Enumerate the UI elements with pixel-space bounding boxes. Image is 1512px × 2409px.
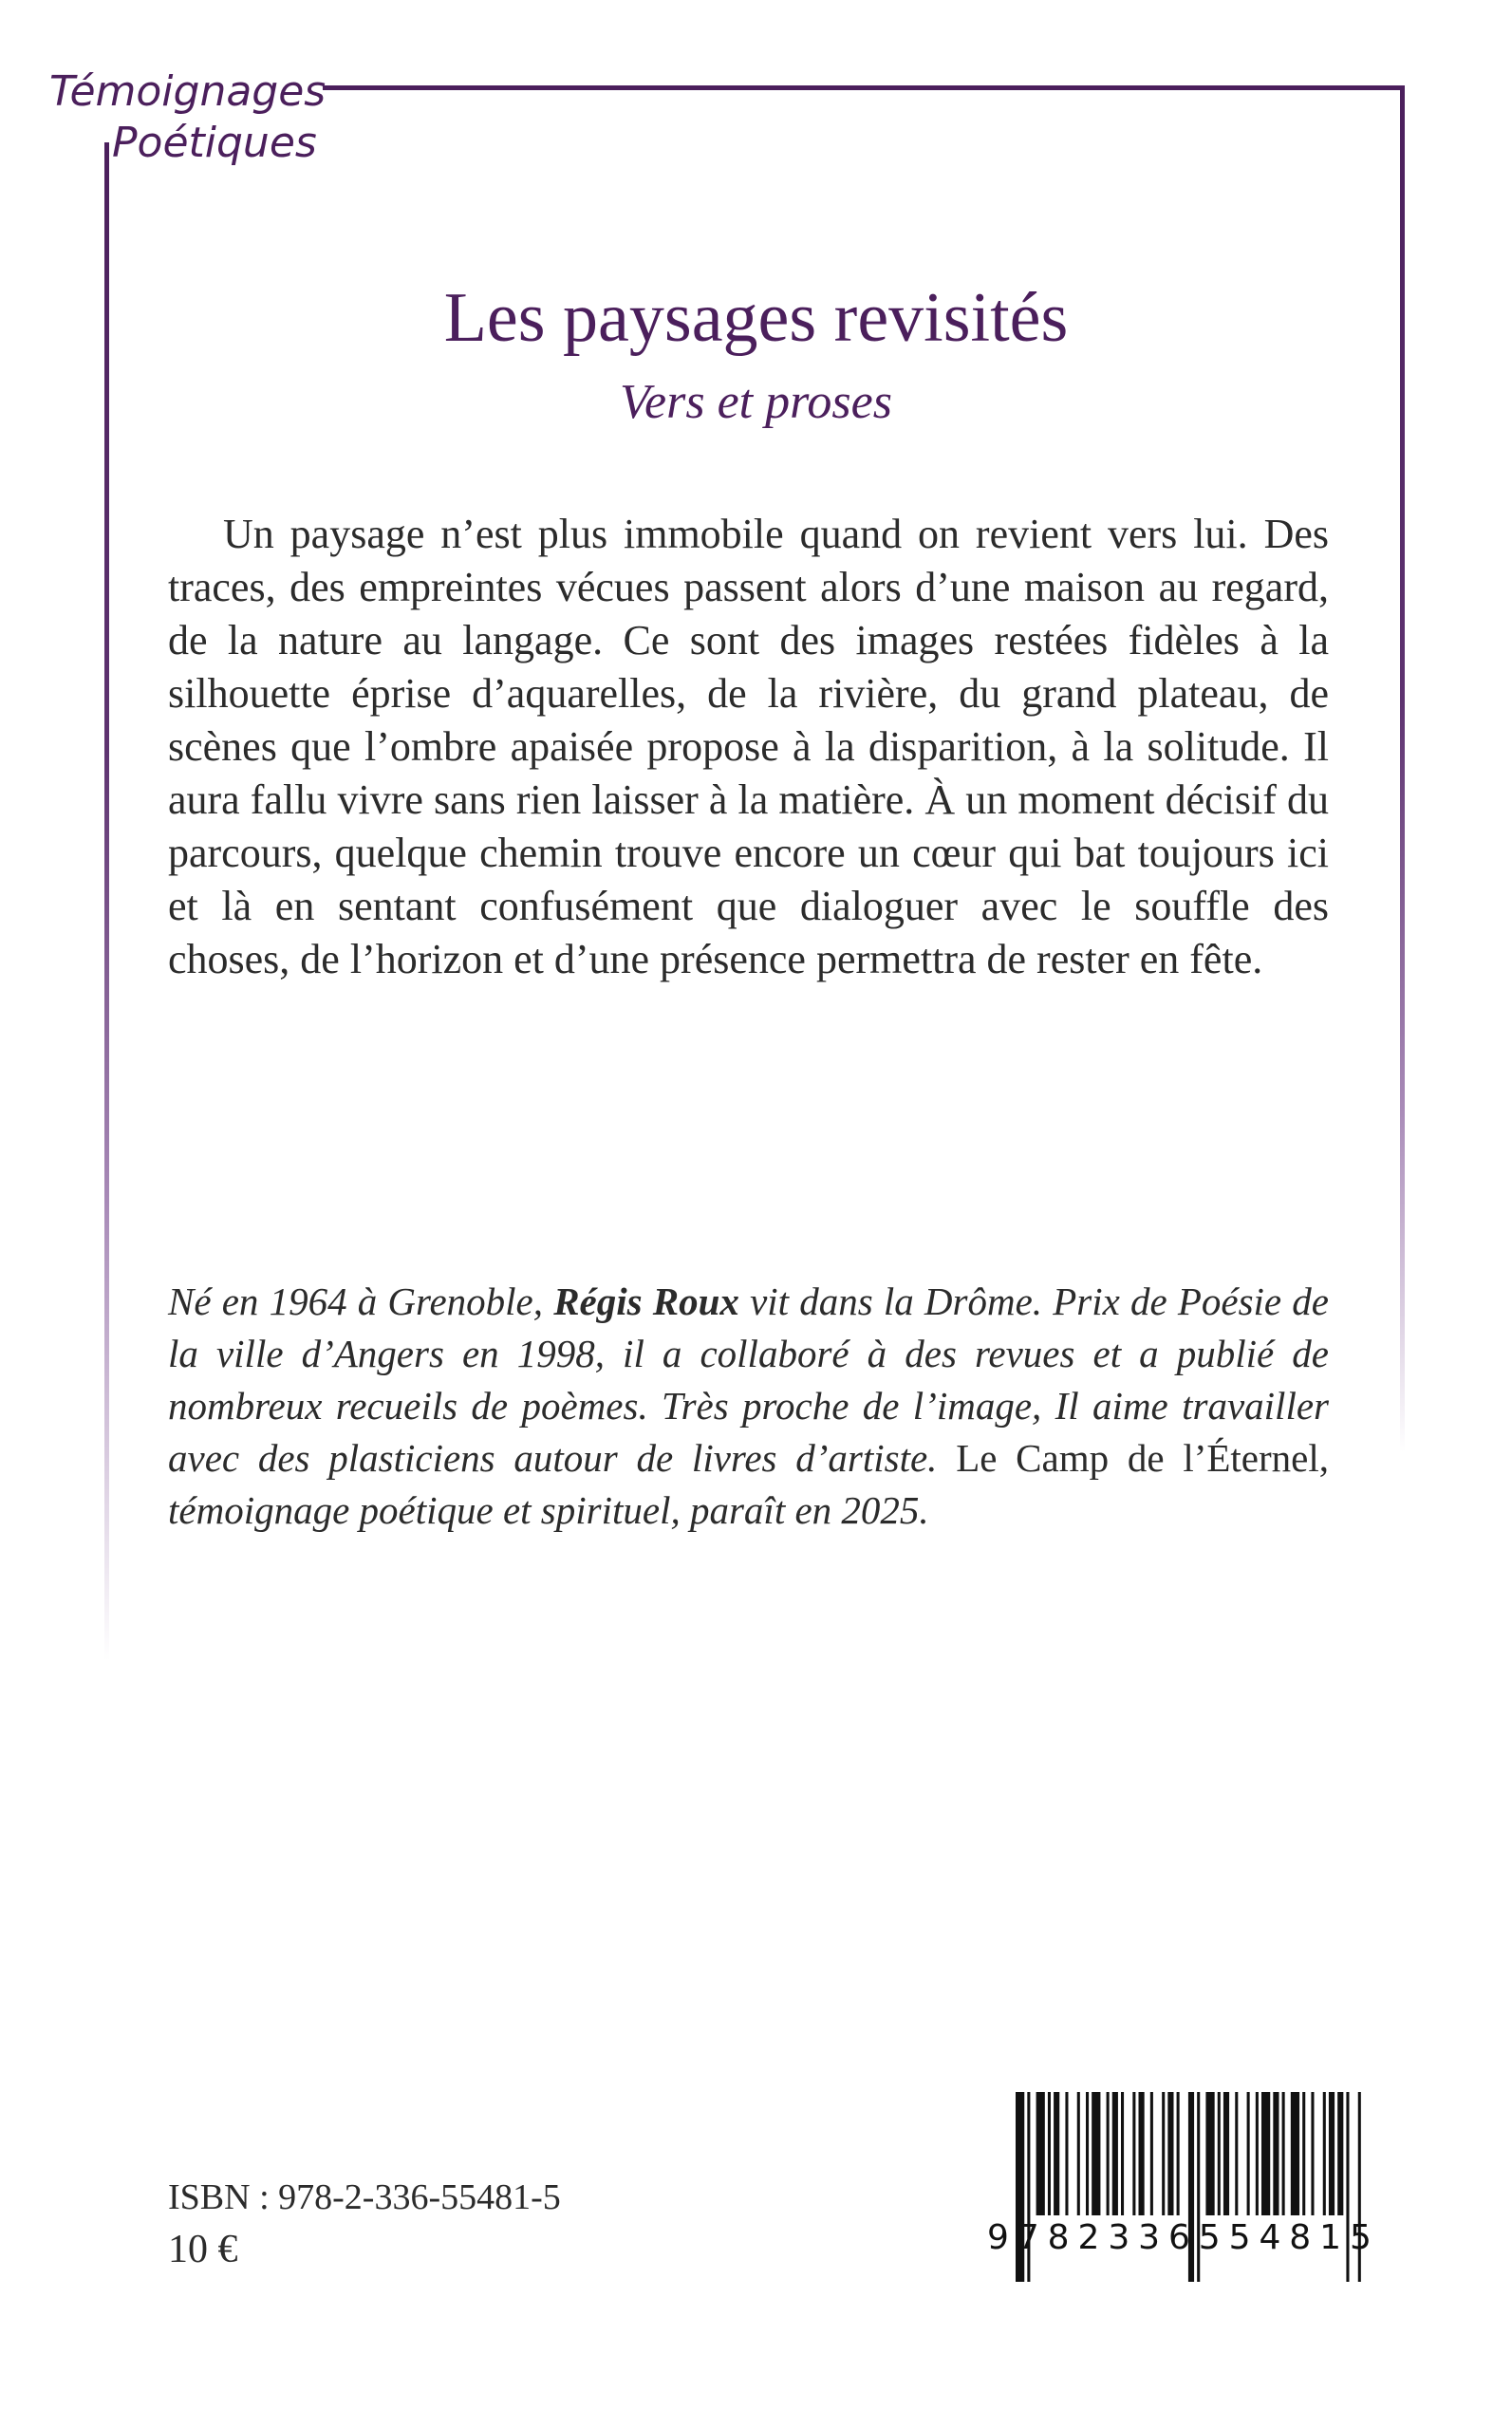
barcode-bar	[1132, 2092, 1135, 2215]
barcode-bar	[1256, 2092, 1259, 2215]
frame-left-border	[104, 142, 109, 1661]
price-label: 10 €	[168, 2228, 238, 2271]
bio-part-3: témoignage poétique et spirituel, paraît en 2025.	[168, 1488, 929, 1532]
barcode-bar	[1162, 2092, 1165, 2215]
author-bio	[168, 1276, 1329, 1537]
barcode-digit: 8	[1047, 2218, 1070, 2257]
barcode-bar	[1329, 2092, 1335, 2215]
barcode-bar	[1291, 2092, 1299, 2215]
book-title-text: Les paysages revisités	[443, 279, 1069, 357]
barcode-bar	[1223, 2092, 1229, 2215]
barcode-bar	[1054, 2092, 1059, 2215]
barcode-digit: 4	[1259, 2218, 1281, 2257]
barcode-bar	[1065, 2092, 1068, 2215]
book-title	[0, 275, 1512, 361]
barcode-bar	[1107, 2092, 1110, 2215]
collection-line-1: Témoignages	[49, 67, 327, 116]
frame-top-border	[323, 85, 1405, 90]
barcode-digit: 2	[1077, 2218, 1100, 2257]
barcode-bar	[1086, 2092, 1089, 2215]
barcode-bar	[1337, 2092, 1343, 2215]
barcode-bar	[1121, 2092, 1124, 2215]
barcode-bar	[1311, 2092, 1314, 2215]
barcode-digit: 3	[1108, 2218, 1130, 2257]
barcode-bar	[1302, 2092, 1305, 2215]
barcode-bar	[1235, 2092, 1238, 2215]
barcode-bar	[1077, 2092, 1080, 2215]
barcode-bar	[1048, 2092, 1051, 2215]
barcode-bar	[1167, 2092, 1173, 2215]
barcode-digit: 8	[1289, 2218, 1312, 2257]
barcode-bar	[1150, 2092, 1153, 2215]
barcode-digit: 9	[987, 2218, 1009, 2257]
author-name: Régis Roux	[553, 1279, 739, 1323]
barcode-digit: 5	[1228, 2218, 1251, 2257]
barcode-bar	[1273, 2092, 1279, 2215]
barcode-bar	[1247, 2092, 1250, 2215]
barcode-bar	[1282, 2092, 1285, 2215]
barcode-bar	[1205, 2092, 1214, 2215]
barcode-digits	[987, 2217, 1372, 2259]
barcode-bar	[1092, 2092, 1100, 2215]
book-subtitle: Vers et proses	[620, 375, 892, 429]
barcode-digit: 5	[1198, 2218, 1221, 2257]
barcode-digit: 5	[1349, 2218, 1372, 2257]
bio-part-1: Né en 1964 à Grenoble,	[168, 1279, 554, 1323]
isbn-label: ISBN : 978-2-336-55481-5	[168, 2177, 561, 2217]
barcode-digit: 3	[1138, 2218, 1161, 2257]
barcode-bar	[1177, 2092, 1180, 2215]
back-cover-blurb: Un paysage n’est plus immobile quand on revient vers lui. Des traces, des empreintes vécues passent alors d’une maison au regard, de la nature au langage. Ce sont des images restées fidèles à la silhouette éprise d’aquarelles, de la rivière, du grand plateau, de scènes que l’ombre apaisée propose à la disparition, à la solitude. Il aura fallu vivre sans rien laisser à la matière. À un moment décisif du parcours, quelque chemin trouve encore un cœur qui bat toujours ici et là en sentant confusément que dialoguer avec le souffle des choses, de l’horizon et d’une présence permettra de rester en fête.	[168, 511, 1329, 982]
barcode-digit: 6	[1167, 2218, 1190, 2257]
barcode-bar	[1112, 2092, 1118, 2215]
collection-logo	[38, 66, 327, 169]
barcode-bar	[1323, 2092, 1326, 2215]
collection-line-2: Poétiques	[112, 119, 317, 167]
bio-book-title: Le Camp de l’Éternel,	[937, 1436, 1329, 1480]
barcode-bar	[1218, 2092, 1221, 2215]
barcode-bar	[1036, 2092, 1045, 2215]
barcode-digit: 7	[1017, 2218, 1039, 2257]
barcode-bar	[1261, 2092, 1270, 2215]
bio-part-2: vit dans la Drôme. Prix de Poésie de la ville d’Angers en 1998, il a collaboré à des revues et a publié de nombreux recueils de poèmes. Très proche de l’image, Il aime travailler avec des plasticiens autour de livres d’artiste.	[168, 1279, 1329, 1480]
barcode-digit: 1	[1319, 2218, 1342, 2257]
barcode-bar	[1139, 2092, 1145, 2215]
